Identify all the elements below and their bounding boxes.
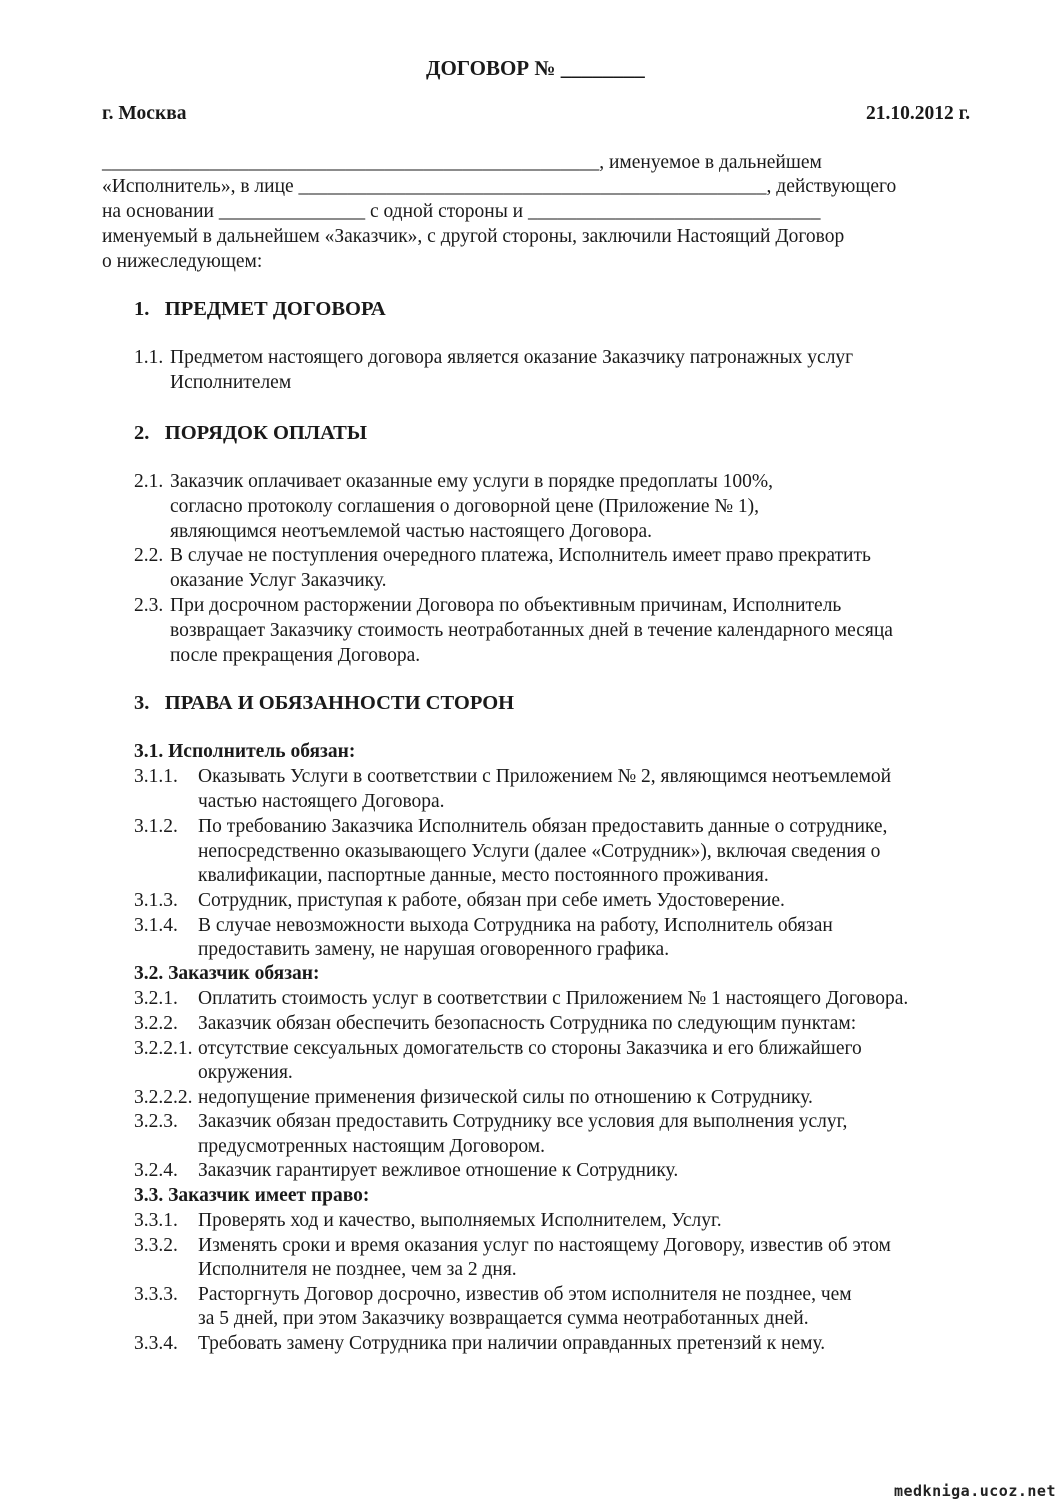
- watermark-text: medkniga.ucoz.net: [893, 1482, 1056, 1500]
- document-title: ДОГОВОР № ________: [426, 56, 645, 80]
- clause-number: 3.3.4.: [134, 1333, 178, 1354]
- subsection-heading: 3.1. Исполнитель обязан:: [134, 741, 356, 762]
- clause-number: 2.1.: [134, 471, 164, 492]
- clause-text: за 5 дней, при этом Заказчику возвращается сумма неотработанных дней.: [198, 1308, 809, 1329]
- clause-text: Изменять сроки и время оказания услуг по настоящему Договору, известив об этом: [198, 1235, 891, 1256]
- city: г. Москва: [102, 103, 187, 124]
- clause-text: квалификации, паспортные данные, место постоянного проживания.: [198, 865, 769, 886]
- clause-text: Предметом настоящего договора является оказание Заказчику патронажных услуг: [170, 347, 854, 368]
- clause-text: предусмотренных настоящим Договором.: [198, 1136, 546, 1157]
- clause-number: 3.3.2.: [134, 1235, 178, 1256]
- clause-number: 2.2.: [134, 545, 164, 566]
- clause-text: оказание Услуг Заказчику.: [170, 570, 387, 591]
- clause-number: 2.3.: [134, 595, 164, 616]
- clause-number: 3.2.1.: [134, 988, 178, 1009]
- clause-number: 3.1.2.: [134, 816, 178, 837]
- clause-number: 1.1.: [134, 347, 164, 368]
- clause-text: согласно протоколу соглашения о договорной цене (Приложение № 1),: [170, 496, 760, 517]
- clause-text: Оплатить стоимость услуг в соответствии с Приложением № 1 настоящего Договора.: [198, 988, 909, 1009]
- subsection-heading: 3.2. Заказчик обязан:: [134, 963, 320, 984]
- clause-text: частью настоящего Договора.: [198, 791, 445, 812]
- section-heading: 2. ПОРЯДОК ОПЛАТЫ: [134, 422, 367, 444]
- intro-line: о нижеследующем:: [102, 251, 263, 272]
- clause-text: Заказчик обязан обеспечить безопасность Сотрудника по следующим пунктам:: [198, 1013, 857, 1034]
- clause-number: 3.2.2.1.: [134, 1038, 193, 1059]
- clause-text: Заказчик оплачивает оказанные ему услуги в порядке предоплаты 100%,: [170, 471, 773, 492]
- section-heading: 3. ПРАВА И ОБЯЗАННОСТИ СТОРОН: [134, 692, 515, 714]
- clause-number: 3.3.3.: [134, 1284, 178, 1305]
- clause-text: Исполнителем: [170, 372, 292, 393]
- clause-number: 3.1.1.: [134, 766, 178, 787]
- clause-text: окружения.: [198, 1062, 293, 1083]
- clause-text: Заказчик обязан предоставить Сотруднику все условия для выполнения услуг,: [198, 1111, 848, 1132]
- clause-text: предоставить замену, не нарушая оговоренного графика.: [198, 939, 670, 960]
- clause-number: 3.1.4.: [134, 915, 178, 936]
- clause-text: отсутствие сексуальных домогательств со стороны Заказчика и его ближайшего: [198, 1038, 862, 1059]
- clause-text: являющимся неотъемлемой частью настоящего Договора.: [170, 521, 653, 542]
- clause-text: По требованию Заказчика Исполнитель обязан предоставить данные о сотруднике,: [198, 816, 888, 837]
- clause-number: 3.3.1.: [134, 1210, 178, 1231]
- subsection-heading: 3.3. Заказчик имеет право:: [134, 1185, 370, 1206]
- clause-number: 3.1.3.: [134, 890, 178, 911]
- clause-text: Требовать замену Сотрудника при наличии оправданных претензий к нему.: [198, 1333, 826, 1354]
- intro-line: именуемый в дальнейшем «Заказчик», с другой стороны, заключили Настоящий Договор: [102, 226, 845, 247]
- clause-number: 3.2.4.: [134, 1160, 178, 1181]
- clause-text: возвращает Заказчику стоимость неотработанных дней в течение календарного месяца: [170, 620, 893, 641]
- clause-text: Исполнителя не позднее, чем за 2 дня.: [198, 1259, 517, 1280]
- clause-text: В случае не поступления очередного платежа, Исполнитель имеет право прекратить: [170, 545, 871, 566]
- clause-text: после прекращения Договора.: [170, 645, 421, 666]
- section-heading: 1. ПРЕДМЕТ ДОГОВОРА: [134, 298, 386, 320]
- intro-line: на основании _______________ с одной стороны и ______________________________: [102, 201, 821, 222]
- clause-number: 3.2.3.: [134, 1111, 178, 1132]
- clause-text: Проверять ход и качество, выполняемых Исполнителем, Услуг.: [198, 1210, 722, 1231]
- date: 21.10.2012 г.: [866, 103, 971, 124]
- clause-text: Расторгнуть Договор досрочно, известив об этом исполнителя не позднее, чем: [198, 1284, 852, 1305]
- clause-text: Оказывать Услуги в соответствии с Приложением № 2, являющимся неотъемлемой: [198, 766, 892, 787]
- clause-text: Заказчик гарантирует вежливое отношение к Сотруднику.: [198, 1160, 679, 1181]
- clause-text: При досрочном расторжении Договора по объективным причинам, Исполнитель: [170, 595, 842, 616]
- clause-text: Сотрудник, приступая к работе, обязан при себе иметь Удостоверение.: [198, 890, 785, 911]
- clause-text: недопущение применения физической силы по отношению к Сотруднику.: [198, 1087, 813, 1108]
- clause-number: 3.2.2.: [134, 1013, 178, 1034]
- clause-text: непосредственно оказывающего Услуги (далее «Сотрудник»), включая сведения о: [198, 841, 881, 862]
- intro-line: ___________________________________________________, именуемое в дальнейшем: [102, 152, 822, 173]
- clause-text: В случае невозможности выхода Сотрудника на работу, Исполнитель обязан: [198, 915, 833, 936]
- clause-number: 3.2.2.2.: [134, 1087, 193, 1108]
- intro-line: «Исполнитель», в лице ________________________________________________, действующего: [102, 176, 897, 197]
